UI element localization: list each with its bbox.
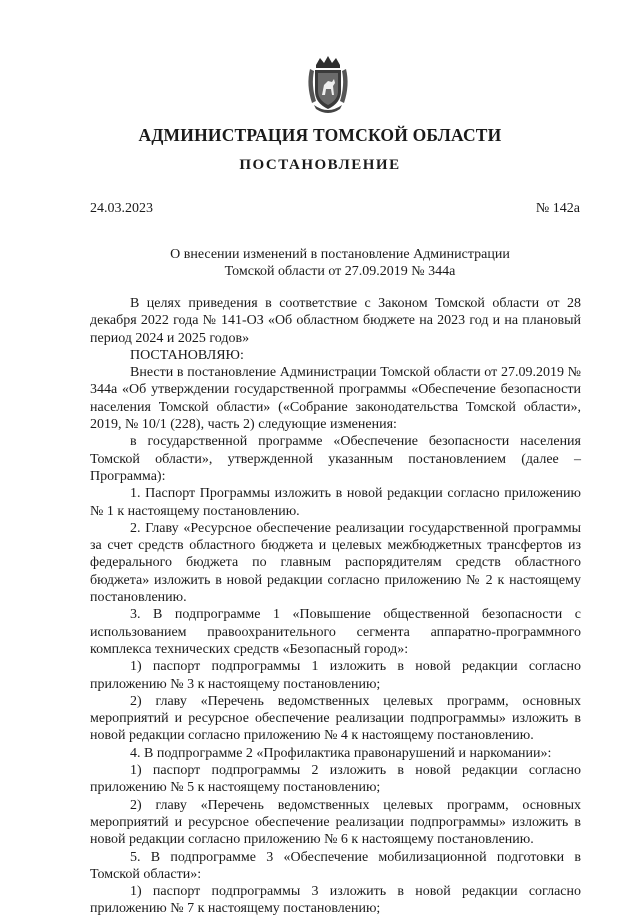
paragraph: 2) главу «Перечень ведомственных целевых программ, основных мероприятий и ресурсное обеспечение реализации подпрограммы» изложить в новой редакции согласно приложению № 6 к настоящему постановлению.: [90, 797, 581, 848]
paragraph: 1) паспорт подпрограммы 1 изложить в новой редакции согласно приложению № 3 к настоящему постановлению;: [90, 659, 581, 692]
document-number: № 142а: [535, 201, 580, 216]
paragraph: 1) паспорт подпрограммы 3 изложить в новой редакции согласно приложению № 7 к настоящему постановлению;: [90, 884, 581, 917]
title-line: Томской области от 27.09.2019 № 344а: [224, 264, 456, 279]
paragraph: в государственной программе «Обеспечение безопасности населения Томской области», утвержденной указанным постановлением (далее – Программа):: [90, 434, 581, 484]
paragraph: Внести в постановление Администрации Томской области от 27.09.2019 № 344а «Об утверждении государственной программы «Обеспечение безопасности населения Томской области» («Собрание законодательства Томской области», 2019, № 10/1 (228), часть 2) следующие изменения:: [90, 365, 581, 433]
organization-heading: АДМИНИСТРАЦИЯ ТОМСКОЙ ОБЛАСТИ: [138, 125, 502, 145]
document-date: 24.03.2023: [90, 201, 153, 216]
paragraph: В целях приведения в соответствие с Законом Томской области от 28 декабря 2022 года № 141-ОЗ «Об областном бюджете на 2023 год и на плановый период 2024 и 2025 годов»: [90, 296, 581, 346]
paragraph: 4. В подпрограмме 2 «Профилактика правонарушений и наркомании»:: [130, 745, 552, 761]
paragraph: 2. Главу «Ресурсное обеспечение реализации государственной программы за счет средств областного бюджета и целевых межбюджетных трансфертов из федерального бюджета по главным распорядителям средств областного бюджета» изложить в новой редакции согласно приложению № 2 к настоящему постановлению.: [90, 520, 581, 606]
paragraph: 1) паспорт подпрограммы 2 изложить в новой редакции согласно приложению № 5 к настоящему постановлению;: [90, 763, 581, 796]
paragraph: 2) главу «Перечень ведомственных целевых программ, основных мероприятий и ресурсное обеспечение реализации подпрограммы» изложить в новой редакции согласно приложению № 4 к настоящему постановлению.: [90, 693, 581, 744]
paragraph: 1. Паспорт Программы изложить в новой редакции согласно приложению № 1 к настоящему постановлению.: [90, 486, 581, 519]
paragraph: ПОСТАНОВЛЯЮ:: [130, 347, 244, 363]
paragraph: 3. В подпрограмме 1 «Повышение общественной безопасности с использованием правоохранительного сегмента аппаратно-программного комплекса технических средств «Безопасный город»:: [90, 607, 581, 657]
document-title: [140, 246, 540, 280]
tomsk-coat-of-arms-icon: [304, 55, 352, 113]
document-type-heading: ПОСТАНОВЛЕНИЕ: [239, 157, 401, 173]
document-body: [90, 295, 581, 918]
paragraph: 5. В подпрограмме 3 «Обеспечение мобилизационной подготовки в Томской области»:: [90, 849, 581, 882]
title-line: О внесении изменений в постановление Администрации: [170, 247, 510, 262]
